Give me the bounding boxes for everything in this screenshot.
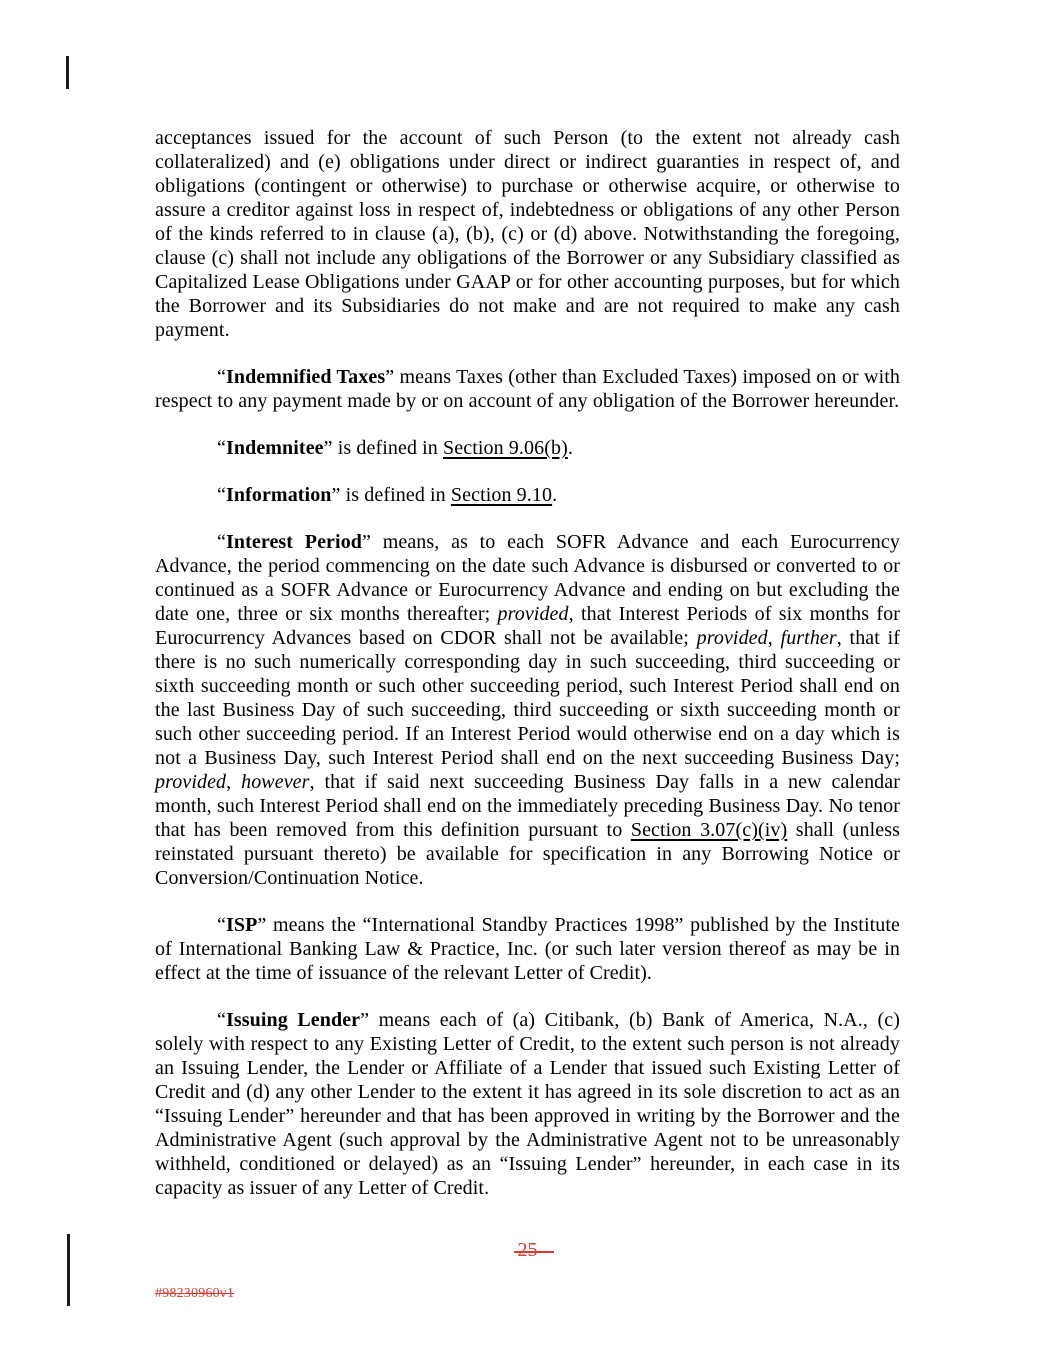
text-run: , bbox=[767, 627, 781, 649]
definition-isp bbox=[155, 913, 900, 985]
text-run: “ bbox=[217, 366, 226, 388]
text-run: provided bbox=[497, 603, 569, 625]
text-run: “ bbox=[217, 484, 226, 506]
text-run: ” is defined in bbox=[323, 437, 444, 459]
document-body bbox=[155, 126, 900, 1223]
document-id-stamp: #98230960v1 bbox=[155, 1286, 235, 1301]
text-run: Interest Period bbox=[225, 531, 363, 553]
text-run: “ bbox=[217, 914, 226, 936]
text-run: Section 9.06(b) bbox=[443, 437, 568, 459]
text-run: . bbox=[552, 484, 558, 506]
definition-information bbox=[155, 483, 900, 507]
text-run: ” means each of (a) Citibank, (b) Bank of America, N.A., (c) solely with respect to any Existing Letter of Credit, to the extent such person is not already an Issuing Lender, the Lender or Affiliate of a Lender that issued such Existing Letter of Credit and (d) any other Lender to the extent it has agreed in its sole discretion to act as an “Issuing Lender” hereunder and that has been approved in writing by the Borrower and the Administrative Agent (such approval by the Administrative Agent not to be unreasonably withheld, conditioned or delayed) as an “Issuing Lender” hereunder, in each case in its capacity as issuer of any Letter of Credit. bbox=[155, 1009, 900, 1199]
page-number-value: 25 bbox=[517, 1239, 538, 1261]
text-run: ” means, as to each SOFR Advance and each Eurocurrency Advance, the period commencing on the date such Advance is disbursed or converted to or continued as a SOFR Advance or Eurocurrency Advance and ending on but excluding the date one, three or six months thereafter; bbox=[155, 531, 900, 625]
change-bar-top bbox=[66, 56, 69, 89]
text-run: . bbox=[567, 437, 573, 459]
definition-interest-period bbox=[155, 530, 900, 890]
text-run: Section 3.07(c)(iv) bbox=[630, 819, 788, 841]
text-run: Issuing Lender bbox=[225, 1009, 361, 1031]
definition-indemnified-taxes bbox=[155, 365, 900, 413]
text-run: , that Interest Periods of six months for Eurocurrency Advances based on CDOR shall not be available; bbox=[155, 603, 900, 649]
text-run: Indemnified Taxes bbox=[225, 366, 386, 388]
text-run: however bbox=[241, 771, 310, 793]
text-run: further bbox=[780, 627, 837, 649]
text-run: ” means the “International Standby Practices 1998” published by the Institute of International Banking Law & Practice, Inc. (or such later version thereof as may be in effect at the time of issuance of the relevant Letter of Credit). bbox=[155, 914, 900, 984]
definition-issuing-lender bbox=[155, 1008, 900, 1200]
text-run: , that if said next succeeding Business Day falls in a new calendar month, such Interest Period shall end on the immediately preceding Business Day. No tenor that has been removed from this definition pursuant to bbox=[155, 771, 901, 841]
continuation-paragraph bbox=[155, 126, 900, 342]
text-run: “ bbox=[217, 1009, 226, 1031]
definition-indemnitee bbox=[155, 436, 900, 460]
text-run: , bbox=[226, 771, 242, 793]
page-number bbox=[0, 1239, 1055, 1262]
text-run: acceptances issued for the account of such Person (to the extent not already cash collateralized) and (e) obligations under direct or indirect guaranties in respect of, and obligations (contingent or otherwise) to purchase or otherwise acquire, or otherwise to assure a creditor against loss in respect of, indebtedness or obligations of any other Person of the kinds referred to in clause (a), (b), (c) or (d) above. Notwithstanding the foregoing, clause (c) shall not include any obligations of the Borrower or any Subsidiary classified as Capitalized Lease Obligations under GAAP or for other accounting purposes, but for which the Borrower and its Subsidiaries do not make and are not required to make any cash payment. bbox=[155, 127, 900, 341]
text-run: ISP bbox=[225, 914, 258, 936]
text-run: , that if there is no such numerically corresponding day in such succeeding, third succeeding or sixth succeeding month or such other succeeding period, such Interest Period shall end on the last Business Day of such succeeding, third succeeding or sixth succeeding month or such other succeeding period. If an Interest Period would otherwise end on a day which is not a Business Day, such Interest Period shall end on the next succeeding Business Day; bbox=[155, 627, 901, 769]
text-run: ” is defined in bbox=[331, 484, 451, 506]
text-run: ” means Taxes (other than Excluded Taxes) imposed on or with respect to any payment made by or on account of any obligation of the Borrower hereunder. bbox=[155, 366, 901, 412]
text-run: Section 9.10 bbox=[450, 484, 553, 506]
text-run: provided bbox=[155, 771, 227, 793]
text-run: provided bbox=[696, 627, 768, 649]
text-run: “ bbox=[217, 437, 226, 459]
text-run: Indemnitee bbox=[225, 437, 324, 459]
text-run: “ bbox=[217, 531, 226, 553]
text-run: shall (unless reinstated pursuant thereto) be available for specification in any Borrowing Notice or Conversion/Continuation Notice. bbox=[155, 819, 900, 889]
text-run: Information bbox=[225, 484, 332, 506]
